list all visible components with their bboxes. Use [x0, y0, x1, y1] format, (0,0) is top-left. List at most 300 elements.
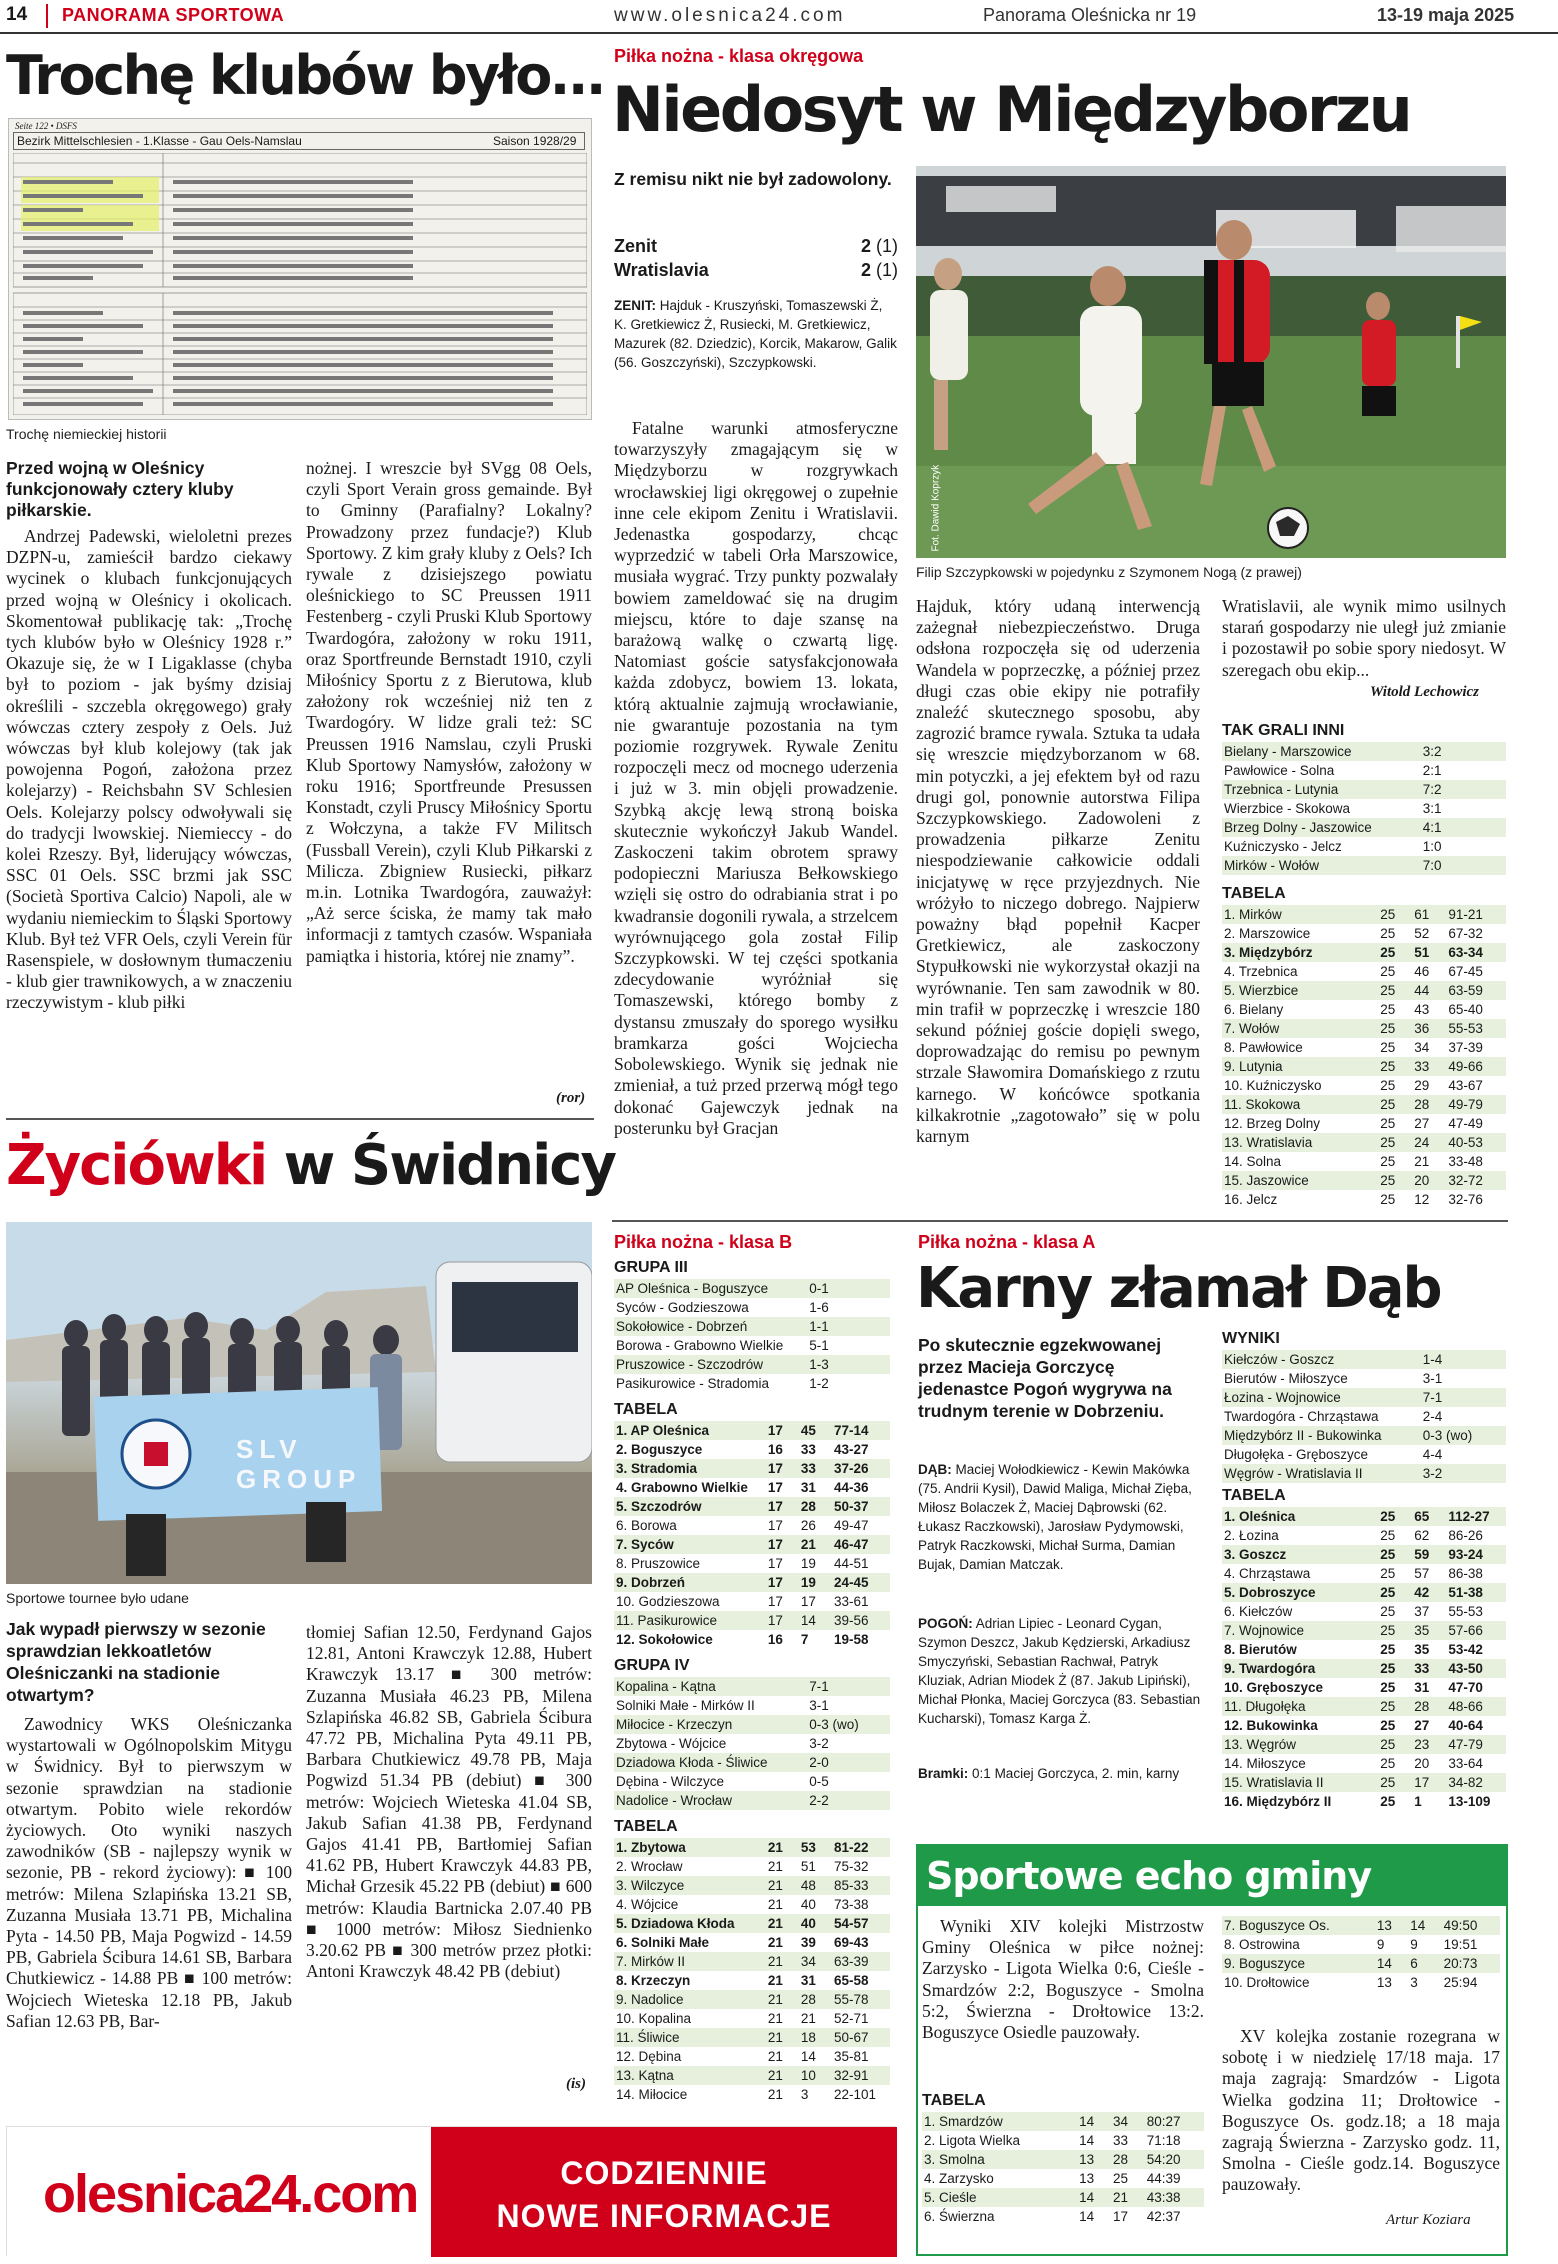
table-cell: 34-82 [1446, 1773, 1506, 1792]
table-cell: 12. Bukowinka [1224, 1718, 1318, 1733]
table-cell: 43-27 [834, 1442, 869, 1457]
table-cell: 2. Marszowice [1224, 926, 1311, 941]
table-cell: 7:0 [1421, 856, 1506, 875]
table-cell: 25 [1380, 964, 1396, 979]
karny-topic: Piłka nożna - klasa A [918, 1232, 1096, 1252]
table-row [614, 1592, 890, 1611]
zyciowki-body-col1: Zawodnicy WKS Oleśniczanka wystartowali w Ogólnopolskim Mitygu w Świdnicy. Był to pierwszym w sezonie sprawdzian na stadionie otwartym. Pobito wiele rekordów życiowych. Oto wyniki naszych zawodników (SB - najlepszy wynik w sezonie, PB - rekord życiowy): ■ 100 metrów: Milena Szlapińska 13.21 SB, Zuzanna Musiała 13.71 PB, Michalina Pyta - 14.50 PB, Maja Pogwizd - 14.59 PB, Gabriela Ścibura 14.61 SB, Barbara Chutkiewicz - 14.88 PB ■ 100 metrów: Wojciech Wieteska 12.18 PB, Jakub Safian 12.63 PB, Bar- [6, 1714, 292, 2031]
table-cell: 6. Borowa [616, 1518, 677, 1533]
table-cell: 1-4 [1421, 1350, 1506, 1369]
table-cell: 77-14 [832, 1421, 890, 1440]
table-cell: 65 [1412, 1507, 1446, 1526]
grupa3-table-label: TABELA [614, 1401, 678, 1418]
table-row [1222, 924, 1506, 943]
table-cell: 53 [799, 1838, 832, 1857]
table-cell: 9 [1376, 1937, 1385, 1952]
table-cell: 42 [1412, 1583, 1446, 1602]
table-cell: 13 [1079, 2171, 1095, 2186]
table-cell: 25 [1378, 1735, 1412, 1754]
table-cell: 1-1 [807, 1317, 890, 1336]
table-cell: 19 [800, 1556, 816, 1571]
table-cell: Dębina - Wilczyce [616, 1774, 725, 1789]
table-cell: 40 [800, 1897, 816, 1912]
result-row [1222, 1426, 1506, 1445]
table-cell: 73-38 [834, 1897, 869, 1912]
echo-body: Wyniki XIV kolejki Mistrzostw Gminy Oleśnica w piłce nożnej: Zarzysko - Ligota Wielka 0:6, Cieśle - Smardzów 2:2, Boguszyce - Smolna 5:2, Świerzna - Drołtowice 13:2. Boguszyce Osiedle pauzowały. [922, 1916, 1204, 2043]
table-cell: 86-26 [1448, 1528, 1483, 1543]
echo-table-box [922, 2086, 1204, 2226]
table-cell: 45 [799, 1421, 832, 1440]
lineup-players: Hajduk - Kruszyński, Tomaszewski Ż, K. Gretkiewicz Ż, Rusiecki, M. Gretkiewicz, Mazurek (82. Dziedzic), Korcik, Makarow, Galik (56. Goszczyński), Szczypkowski. [614, 298, 897, 370]
table-cell: 67-45 [1448, 964, 1483, 979]
table-cell: 21 [766, 1838, 799, 1857]
table-cell: 7-1 [807, 1677, 890, 1696]
table-cell: 2:1 [1422, 763, 1442, 778]
table-row [1222, 1602, 1506, 1621]
result-row [614, 1317, 890, 1336]
table-cell: 9. Lutynia [1222, 1057, 1378, 1076]
table-cell: 55-53 [1448, 1604, 1483, 1619]
table-cell: 4-4 [1422, 1447, 1443, 1462]
table-cell: 21 [1111, 2188, 1145, 2207]
table-cell: Solniki Małe - Mirków II [616, 1698, 755, 1713]
table-cell: 19-58 [834, 1632, 869, 1647]
table-cell: 6. Solniki Małe [616, 1935, 710, 1950]
table-cell: 51 [1412, 943, 1446, 962]
table-cell: 50-37 [832, 1497, 890, 1516]
table-cell: 0-3 (wo) [1421, 1426, 1506, 1445]
table-cell: 10. Kopalina [616, 2011, 692, 2026]
table-cell: 49-47 [834, 1518, 869, 1533]
ad-logo-part1: olesnica [43, 2164, 244, 2224]
table-cell: 17 [766, 1611, 799, 1630]
table-cell: Kiełczów - Goszcz [1222, 1350, 1421, 1369]
table-cell: 43-67 [1448, 1078, 1483, 1093]
echo-table-label: TABELA [922, 2092, 986, 2109]
table-cell: 25 [1112, 2171, 1128, 2186]
divider [6, 1118, 594, 1120]
website[interactable]: www.olesnica24.com [614, 5, 846, 26]
table-cell: 3. Smolna [922, 2150, 1077, 2169]
table-cell: 34 [1111, 2112, 1145, 2131]
table-cell: 17 [1412, 1773, 1446, 1792]
result-row [614, 1677, 890, 1696]
table-cell: 43-50 [1446, 1659, 1506, 1678]
table-cell: 5. Cieśle [922, 2188, 1077, 2207]
table-cell: 21 [766, 1914, 799, 1933]
table-cell: 21 [766, 1876, 799, 1895]
table-row [1222, 1545, 1506, 1564]
table-row [1222, 1076, 1506, 1095]
page-header [0, 0, 1558, 34]
table-cell: 22-101 [834, 2087, 877, 2102]
table-row [1222, 905, 1506, 924]
clubs-body-col2: nożnej. I wreszcie był SVgg 08 Oels, czyli Sport Verain gross gemainde. Był to Gminny (Parafialny? Lokalny? Prowadzony przez fundacje?) Klub Sportowy. Z kim grały kluby z Oels? Ich rywale z dzisiejszego powiatu oleśnickiego to SC Preussen 1911 Festenberg - czyli Pruski Klub Sportowy Twardogóra, założony w roku 1911, oraz Sportfreunde Bernstadt 1910, czyli Miłośnicy Sportu z z Bierutowa, klub założony rok wcześniej niż ten z Twardogóry. W lidze grali też: SC Preussen 1916 Namslau, czyli Pruski Klub Sportowy Namysłów, założony w roku 1916; Sportfreunde Presussen Konstadt, czyli Pruscy Miłośnicy Sportu z Wołczyna, a także FV Militsch (Fussball Verein), czyli Klub Piłkarski z Milicza. Zbigniew Rusiecki, piłkarz m.in. Lotnika Twardogóra, zauważył: „Aż serce ściska, że mamy tak mało informacji z tamtych czasów. Wspaniała pamiątka i historia, której nie znamy”. [306, 458, 592, 966]
table-cell: 16. Jelcz [1224, 1192, 1278, 1207]
table-cell: 65-40 [1448, 1002, 1483, 1017]
table-row [614, 1876, 890, 1895]
karny-goals [918, 1764, 1202, 1783]
table-row [1222, 1152, 1506, 1171]
table-cell: Kopalina - Kątna [614, 1677, 807, 1696]
table-row [1222, 1659, 1506, 1678]
echo-body2: XV kolejka zostanie rozegrana w sobotę i w niedzielę 17/18 maja. 17 maja zagrają: Smardzów - Ligota Wielka godzina 11; Drołtowice - Boguszyce Os. godz.18; a 18 maja zagrają Świerzna - Zarzysko godz. 11, Smolna - Cieśle godz.14. Boguszyce pauzowały. [1222, 2026, 1500, 2195]
table-cell: 11. Skokowa [1222, 1095, 1378, 1114]
karny-dab-lineup [918, 1460, 1202, 1574]
table-cell: 14 [1408, 1916, 1441, 1935]
table-row [614, 1952, 890, 1971]
table-cell: 10. Godzieszowa [616, 1594, 720, 1609]
table-cell: 28 [1412, 1697, 1446, 1716]
table-cell: 25 [1380, 1794, 1396, 1809]
table-cell: 34 [1414, 1040, 1430, 1055]
result-row [1222, 761, 1506, 780]
ad-red-panel [431, 2127, 897, 2257]
result-row [1222, 1369, 1506, 1388]
table-cell: 5. Szczodrów [614, 1497, 766, 1516]
zyciowki-signature: (is) [566, 2076, 586, 2092]
echo-title: Sportowe echo gminy [926, 1854, 1372, 1898]
table-cell: 11. Długołęka [1222, 1697, 1378, 1716]
table-row [1222, 1171, 1506, 1190]
table-row [922, 2150, 1204, 2169]
table-cell: 13. Kątna [614, 2066, 766, 2085]
clubs-lead: Przed wojną w Oleśnicy funkcjonowały cztery kluby piłkarskie. [6, 458, 234, 520]
table-cell: 44 [1412, 981, 1446, 1000]
table-cell: 25 [1380, 1002, 1396, 1017]
table-cell: 1. Smardzów [922, 2112, 1077, 2131]
table-cell: 25 [1378, 1095, 1412, 1114]
clubs-caption: Trochę niemieckiej historii [6, 426, 167, 442]
table-cell: 37-26 [832, 1459, 890, 1478]
page-number: 14 [6, 4, 28, 25]
table-cell: 63-34 [1446, 943, 1506, 962]
dab-players: Maciej Wołodkiewicz - Kewin Makówka (75. Andrii Kysil), Dawid Maliga, Michał Zięba, Miłosz Bolaczek Ż, Maciej Dąbrowski (62. Łukasz Raczkowski), Jarosław Pydymowski, Patryk Raczkowski, Michał Surma, Damian Bujak, Damian Matczak. [918, 1462, 1192, 1572]
table-cell: 14 [1079, 2209, 1095, 2224]
table-cell: 25 [1380, 1040, 1396, 1055]
ad-logo-part3: .com [299, 2164, 418, 2224]
table-cell: 0-1 [807, 1279, 890, 1298]
table-cell: 3-2 [1421, 1464, 1506, 1483]
result-row [1222, 799, 1506, 818]
table-cell: 20 [1412, 1171, 1446, 1190]
table-cell: 3. Stradomia [614, 1459, 766, 1478]
table-cell: Zbytowa - Wójcice [616, 1736, 727, 1751]
table-cell: 15. Jaszowice [1222, 1171, 1378, 1190]
table-cell: 3-1 [1422, 1371, 1443, 1386]
table-row [614, 2085, 890, 2104]
table-cell: 25 [1380, 926, 1396, 941]
table-row [1222, 1935, 1500, 1954]
table-cell: Twardogóra - Chrząstawa [1224, 1409, 1379, 1424]
table-cell: 21 [766, 1990, 799, 2009]
table-cell: 25 [1378, 1545, 1412, 1564]
grupa4-results [614, 1677, 890, 1810]
niedosyt-body-col2: Hajduk, który udaną interwencją zażegnał niebezpieczeństwo. Druga odsłona rozpoczęła się od uderzenia Wandela w poprzeczkę, a później przez długi czas obie ekipy nie potrafiły znaleźć skutecznego sposobu, aby zagrozić bramce rywala. Sztuka ta udała się wreszcie międzyborzanom w 68. min potyczki, a jej efektem był od razu drugi gol, ponownie autorstwa Filipa Szczypkowskiego. Zadowoleni z prowadzenia piłkarze Zenitu niespodziewanie całkowicie oddali inicjatywę w ręce przyjezdnych. Nie wróżyło to niczego dobrego. Najpierw poważny błąd popełnił Kacper Gretkiewicz, ale zaskoczony Stypułkowski nie wykorzystał okazji na wyrównanie. Ten sam zawodnik w 80. min trafił w poprzeczkę i wreszcie 180 sekund później goście dopięli swego, doprowadzając do remisu po pewnym strzale Sławomira Domańskiego z rzutu karnego. W końcówce spotkania kilkakrotnie „zagotowało” się w polu karnym [916, 596, 1200, 1147]
table-cell: Dziadowa Kłoda - Śliwice [614, 1753, 807, 1772]
table-cell: 17 [1112, 2209, 1128, 2224]
table-cell: 25 [1380, 1756, 1396, 1771]
table-row [1222, 1133, 1506, 1152]
table-row [614, 1440, 890, 1459]
table-cell: 25 [1380, 1566, 1396, 1581]
table-row [1222, 1564, 1506, 1583]
table-cell: 37-39 [1448, 1040, 1483, 1055]
table-cell: 25 [1380, 1642, 1396, 1657]
grupa4-table [614, 1838, 890, 2104]
table-cell: 21 [767, 2087, 783, 2102]
table-cell: 4:1 [1421, 818, 1506, 837]
result-row [1222, 818, 1506, 837]
table-cell: 12. Brzeg Dolny [1224, 1116, 1321, 1131]
table-cell: 0-3 (wo) [807, 1715, 890, 1734]
table-cell: 59 [1412, 1545, 1446, 1564]
table-row [614, 1933, 890, 1952]
table-cell: 39-56 [832, 1611, 890, 1630]
klasa-a-table-label: TABELA [1222, 1487, 1286, 1504]
table-row [614, 1990, 890, 2009]
okregowa-league-table [1222, 905, 1506, 1209]
table-cell: 6. Świerzna [924, 2209, 995, 2224]
table-cell: 17 [766, 1573, 799, 1592]
niedosyt-body-col1: Fatalne warunki atmosferyczne towarzyszyły zmagającym się w Międzyborzu w rozgrywkach wrocławskiej ligi okręgowej o zupełnie inne cele ekipom Zenitu i Wratislavii. Jedenastka gospodarzy, chcąc wyprzedzić w tabeli Orła Marszowice, musiała wygrać. Trzy punkty pozwalały bowiem zameldować się na drugim miejscu, które to daje szansę na barażową walkę o czwartą ligę. Natomiast goście satysfakcjonowała każda zdobycz, bowiem 13. lokata, którą aktualnie zajmują wrocławianie, nie gwarantuje pozostania na tym poziomie rozgrywek. Rywale Zenitu rozpoczęli mecz od mocnego uderzenia i już w 3. min objęli prowadzenie. Szybką akcję lewą stroną boiska skutecznie wykończył Jakub Wandel. Zaskoczeni takim obrotem sprawy podopieczni Mariusza Bełkowskiego wzięli się ostro do odrabiania strat i po kwadransie dogonili rywala, a strzelcem wyrównującego gola został Filip Szczypkowski. W tej części spotkania zdecydowanie wyróżniał się Tomaszewski, którego bomby z dystansu zmuszały do sporego wysiłku bramkarza gości Wojciecha Sobolewskiego. Wynik się jednak nie zmieniał, a tuż przed przerwą mógł tego dokonać Gajewczyk jednak na posterunku był Gracjan [614, 418, 898, 1138]
table-cell: 35-81 [834, 2049, 869, 2064]
table-cell: 7-1 [1421, 1388, 1506, 1407]
score-goals2: 2 [860, 260, 871, 280]
grupa3-table [614, 1421, 890, 1649]
niedosyt-lead: Z remisu nikt nie był zadowolony. [614, 169, 892, 189]
table-row [614, 2047, 890, 2066]
table-cell: 8. Bierutów [1224, 1642, 1297, 1657]
table-cell: 25 [1380, 1528, 1396, 1543]
table-cell: Syców - Godzieszowa [616, 1300, 749, 1315]
table-cell: 5-1 [809, 1338, 829, 1353]
table-cell: 21 [767, 1973, 783, 1988]
table-cell: 2-4 [1422, 1409, 1443, 1424]
table-cell: 37 [1414, 1604, 1430, 1619]
table-cell: 35 [1414, 1642, 1430, 1657]
issue-label: Panorama Oleśnicka nr 19 [983, 5, 1197, 25]
table-cell: 10. Drołtowice [1224, 1975, 1310, 1990]
table-cell: 24-45 [832, 1573, 890, 1592]
table-row [614, 1971, 890, 1990]
table-cell: 17 [766, 1497, 799, 1516]
table-row [1222, 1000, 1506, 1019]
table-row [614, 1421, 890, 1440]
goals-text: 0:1 Maciej Gorczyca, 2. min, karny [972, 1766, 1180, 1781]
klasa-b-topic: Piłka nożna - klasa B [614, 1232, 793, 1252]
table-row [1222, 1507, 1506, 1526]
table-cell: 27 [1414, 1116, 1430, 1131]
clubs-signature: (ror) [556, 1090, 586, 1106]
table-cell: 11. Pasikurowice [614, 1611, 766, 1630]
table-cell: 55-78 [832, 1990, 890, 2009]
table-cell: 25:94 [1443, 1975, 1478, 1990]
table-cell: 23 [1412, 1735, 1446, 1754]
table-cell: 48 [799, 1876, 832, 1895]
result-row [614, 1734, 890, 1753]
table-cell: 69-43 [834, 1935, 869, 1950]
table-cell: 14 [1077, 2188, 1111, 2207]
table-cell: 2-0 [807, 1753, 890, 1772]
table-row [1222, 1583, 1506, 1602]
grupa3-results [614, 1279, 890, 1393]
table-row [614, 1630, 890, 1649]
table-cell: 7. Wołów [1222, 1019, 1378, 1038]
ad-logo [43, 2163, 417, 2225]
table-row [1222, 1095, 1506, 1114]
result-row [1222, 1445, 1506, 1464]
clubs-body-col1: Andrzej Padewski, wieloletni prezes DZPN-u, zamieścił bardzo ciekawy wycinek o klubach funkcjonujących przed wojną w Oleśnicy i okolicach. Skomentował publikację tak: „Trochę tych klubów było w Oleśnicy 1928 r.” Okazuje się, że w I Ligaklasse (chyba był to poziom - jak byśmy dzisiaj określili - szczebla okręgowego) grały wówczas cztery zespoły z Oels. Już wówczas był klub kolejowy (tak jak powojenna Pogoń, założona przez kolejarzy) - Reichsbahn SV Schlesien Oels. Kolejarzy polscy odwoływali się do tradycji lwowskiej. Niemieccy - do kolei Rzeszy. Był, liderujący wówczas, SSC 01 Oels. SSC brzmi jak SSC (Società Sportiva Calcio) Napoli, ale w wydaniu niemieckim to Śląski Sportowy Klub. Był też VFR Oels, czyli Verein für Rasenspiele, w dosłownym tłumaczeniu - klub gier trawnikowych, a w znaczeniu rzeczywistym - klub piłki [6, 526, 292, 1013]
table-cell: 14 [1077, 2112, 1111, 2131]
table-cell: 65-58 [834, 1973, 869, 1988]
table-cell: 9. Twardogóra [1222, 1659, 1378, 1678]
table-cell: 9 [1410, 1937, 1418, 1952]
niedosyt-lineup [614, 296, 898, 372]
table-cell: 40 [799, 1914, 832, 1933]
table-cell: 0-5 [809, 1774, 829, 1789]
table-cell: 1-6 [809, 1300, 829, 1315]
table-cell: 21 [1414, 1154, 1430, 1169]
athletes-photo [6, 1222, 592, 1584]
table-cell: 57 [1414, 1566, 1430, 1581]
table-cell: 14 [799, 1611, 832, 1630]
niedosyt-title: Niedosyt w Międzyborzu [612, 73, 1411, 146]
table-cell: 9. Boguszyce [1222, 1954, 1375, 1973]
karny-lead: Po skutecznie egzekwowanej przez Macieja Gorczycę jedenastce Pogoń wygrywa na trudnym terenie w Dobrzeniu. [918, 1335, 1172, 1421]
table-cell: 12. Dębina [616, 2049, 682, 2064]
table-row [1222, 1526, 1506, 1545]
table-cell: 25 [1380, 1680, 1396, 1695]
table-cell: 16 [767, 1632, 783, 1647]
table-cell: 1. AP Oleśnica [614, 1421, 766, 1440]
table-row [1222, 1754, 1506, 1773]
table-cell: 13 [1077, 2150, 1111, 2169]
table-cell: 13 [1375, 1916, 1408, 1935]
table-cell: 33 [799, 1459, 832, 1478]
clipping-season: Saison 1928/29 [493, 134, 577, 148]
table-cell: 13. Węgrów [1222, 1735, 1378, 1754]
table-cell: 14 [1375, 1954, 1408, 1973]
table-cell: 32-72 [1446, 1171, 1506, 1190]
table-cell: 6 [1408, 1954, 1441, 1973]
result-row [1222, 1350, 1506, 1369]
table-cell: 25 [1378, 1133, 1412, 1152]
table-cell: 93-24 [1446, 1545, 1506, 1564]
clipping-title: Bezirk Mittelschlesien - 1.Klasse - Gau Oels-Namslau [17, 134, 302, 148]
grupa4-label: GRUPA IV [614, 1657, 690, 1674]
zyciowki-lead: Jak wypadł pierwszy w sezonie sprawdzian lekkoatletów Oleśniczanki na stadionie otwartym? [6, 1619, 266, 1705]
table-cell: Węgrów - Wratislavia II [1222, 1464, 1421, 1483]
table-cell: 47-49 [1448, 1116, 1483, 1131]
table-cell: 34 [799, 1952, 832, 1971]
table-row [614, 2066, 890, 2085]
table-cell: Brzeg Dolny - Jaszowice [1222, 818, 1421, 837]
score-team2: Wratislavia [614, 260, 709, 280]
table-row [922, 2188, 1204, 2207]
table-row [1222, 1697, 1506, 1716]
table-cell: 25 [1378, 1621, 1412, 1640]
table-cell: 36 [1412, 1019, 1446, 1038]
table-row [614, 1838, 890, 1857]
table-cell: Bielany - Marszowice [1222, 742, 1421, 761]
table-cell: 71:18 [1146, 2133, 1181, 2148]
table-cell: 2. Wrocław [616, 1859, 683, 1874]
table-cell: Miłocice - Krzeczyn [614, 1715, 807, 1734]
other-results-box [1222, 716, 1506, 1209]
result-row [614, 1336, 890, 1355]
table-cell: 14 [800, 2049, 816, 2064]
table-cell: Wierzbice - Skokowa [1224, 801, 1351, 816]
table-cell: Łozina - Wojnowice [1222, 1388, 1421, 1407]
table-cell: 4. Wójcice [616, 1897, 679, 1912]
niedosyt-signature: Witold Lechowicz [1370, 684, 1480, 700]
table-cell: 6. Bielany [1224, 1002, 1284, 1017]
table-row [614, 1535, 890, 1554]
section-name: PANORAMA SPORTOWA [62, 5, 285, 25]
table-cell: 3 [800, 2087, 809, 2102]
table-cell: 67-32 [1448, 926, 1483, 941]
echo-header [918, 1846, 1506, 1906]
table-row [614, 1857, 890, 1876]
score-half2: (1) [876, 260, 898, 280]
table-cell: Mirków - Wołów [1222, 856, 1421, 875]
table-cell: 75-32 [834, 1859, 869, 1874]
grupa4-table-label: TABELA [614, 1818, 678, 1835]
zyciowki-caption: Sportowe tournee było udane [6, 1590, 189, 1606]
score-goals1: 2 [860, 236, 871, 256]
table-cell: 17 [800, 1594, 816, 1609]
table-cell: 19:51 [1443, 1937, 1478, 1952]
table-cell: 44-36 [834, 1480, 869, 1495]
table-cell: 31 [1414, 1680, 1430, 1695]
table-cell: 25 [1380, 1154, 1396, 1169]
result-row [1222, 1407, 1506, 1426]
table-row [614, 1497, 890, 1516]
table-cell: 16 [767, 1442, 783, 1457]
table-cell: 3. Międzybórz [1222, 943, 1378, 962]
table-cell: 2. Ligota Wielka [924, 2133, 1021, 2148]
table-cell: 4. Trzebnica [1224, 964, 1298, 979]
table-row [1222, 1954, 1500, 1973]
table-cell: 54:20 [1145, 2150, 1204, 2169]
table-cell: 28 [799, 1990, 832, 2009]
table-cell: 31 [800, 1973, 816, 1988]
table-cell: 25 [1378, 905, 1412, 924]
table-cell: 3. Goszcz [1222, 1545, 1378, 1564]
photo-credit: Fot. Dawid Koprzyk [930, 464, 942, 552]
table-cell: 1. Oleśnica [1222, 1507, 1378, 1526]
table-cell: 17 [766, 1535, 799, 1554]
table-cell: 25 [1380, 1192, 1396, 1207]
divider [612, 1220, 1508, 1222]
table-cell: 33 [1412, 1659, 1446, 1678]
ad-banner[interactable] [6, 2126, 896, 2256]
table-cell: 25 [1378, 1507, 1412, 1526]
table-cell: 16. Międzybórz II [1224, 1794, 1332, 1809]
table-cell: 25 [1378, 1697, 1412, 1716]
table-row [614, 1914, 890, 1933]
table-row [1222, 943, 1506, 962]
table-row [922, 2169, 1204, 2188]
table-cell: 10. Kuźniczysko [1224, 1078, 1322, 1093]
table-cell: 28 [1412, 1095, 1446, 1114]
table-cell: 48-66 [1446, 1697, 1506, 1716]
table-row [922, 2131, 1204, 2150]
table-cell: 7:2 [1421, 780, 1506, 799]
grupa3-label: GRUPA III [614, 1259, 688, 1276]
table-cell: 57-66 [1446, 1621, 1506, 1640]
